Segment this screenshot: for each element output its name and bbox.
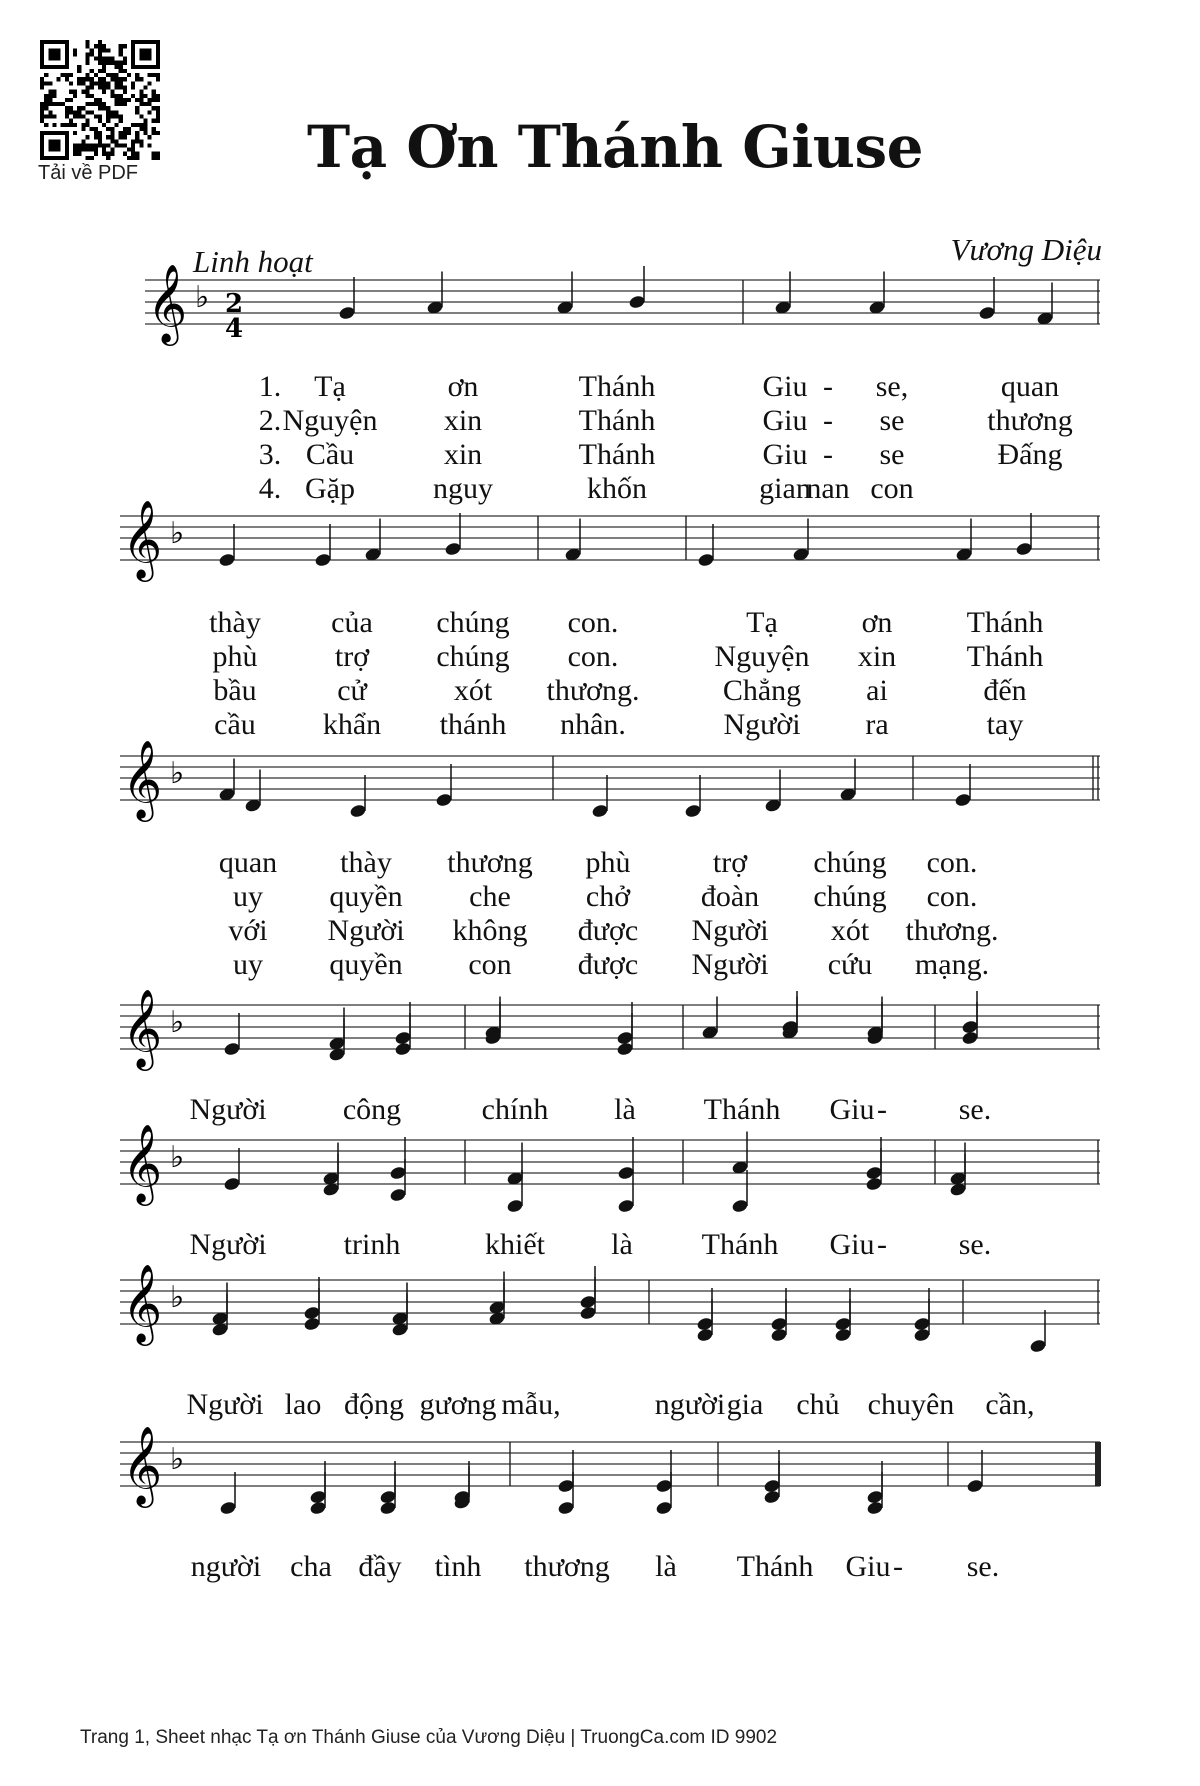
treble-clef-icon: 𝄞	[147, 264, 188, 343]
lyric-syllable: Giu	[845, 1550, 891, 1583]
lyric-syllable: chở	[585, 880, 631, 913]
lyric-syllable: -	[823, 404, 833, 437]
lyric-syllable: thày	[209, 606, 261, 639]
lyric-syllable: trợ	[712, 846, 748, 879]
lyric-syllable: thày	[340, 846, 392, 879]
lyric-syllable: Người	[723, 708, 801, 741]
lyric-syllable: Giu	[829, 1093, 875, 1126]
lyric-syllable: quan	[218, 846, 278, 879]
lyric-syllable: gia	[726, 1388, 764, 1421]
lyric-syllable: là	[655, 1550, 677, 1583]
lyric-syllable: khẩn	[322, 708, 382, 741]
lyric-syllable: ra	[865, 708, 889, 741]
lyric-syllable: được	[577, 914, 639, 947]
lyric-syllable: 3.	[258, 438, 282, 471]
lyric-syllable: Người	[691, 914, 769, 947]
lyric-syllable: thương	[447, 846, 533, 879]
flat-key-signature-icon: ♭	[170, 1140, 185, 1175]
lyric-syllable: xót	[453, 674, 493, 707]
lyric-syllable: Thánh	[736, 1550, 814, 1583]
lyric-syllable: lao	[284, 1388, 322, 1421]
lyric-syllable: Người	[189, 1093, 267, 1126]
lyric-syllable: cử	[337, 674, 367, 707]
lyric-syllable: thương	[987, 404, 1073, 437]
lyric-syllable: -	[823, 370, 833, 403]
lyric-syllable: tay	[986, 708, 1024, 741]
lyric-syllable: Thánh	[966, 606, 1044, 639]
lyric-syllable: Giu	[762, 438, 808, 471]
lyric-syllable: quan	[1000, 370, 1060, 403]
lyric-syllable: Chẳng	[722, 674, 802, 707]
lyric-syllable: Thánh	[578, 438, 656, 471]
lyric-syllable: Người	[691, 948, 769, 981]
lyric-syllable: đầy	[358, 1550, 402, 1583]
lyric-syllable: se.	[966, 1550, 1000, 1583]
lyric-syllable: chính	[481, 1093, 549, 1126]
lyric-syllable: Cầu	[305, 438, 355, 471]
time-signature-bottom: 4	[225, 314, 244, 344]
lyric-syllable: con	[870, 472, 914, 505]
lyric-syllable: 4.	[258, 472, 282, 505]
lyric-syllable: Giu	[762, 404, 808, 437]
lyric-syllable: nguy	[433, 472, 493, 505]
lyric-syllable: mẫu,	[501, 1388, 561, 1421]
lyric-syllable: thương.	[905, 914, 999, 947]
lyric-syllable: là	[611, 1228, 633, 1261]
lyric-syllable: công	[342, 1093, 402, 1126]
flat-key-signature-icon: ♭	[170, 1442, 185, 1477]
lyric-syllable: tình	[434, 1550, 482, 1583]
lyric-syllable: bầu	[213, 674, 257, 707]
lyric-syllable: Thánh	[966, 640, 1044, 673]
lyric-syllable: chúng	[813, 846, 887, 879]
lyric-syllable: con.	[926, 880, 978, 913]
lyric-syllable: se	[879, 404, 905, 437]
lyric-syllable: trợ	[334, 640, 370, 673]
lyric-syllable: cầu	[214, 708, 256, 741]
treble-clef-icon: 𝄞	[122, 740, 163, 819]
lyric-syllable: động	[344, 1388, 404, 1421]
lyric-syllable: 1.	[258, 370, 282, 403]
lyric-syllable: quyền	[329, 880, 403, 913]
lyric-syllable: uy	[233, 948, 263, 981]
lyric-syllable: xin	[443, 438, 483, 471]
flat-key-signature-icon: ♭	[170, 1280, 185, 1315]
treble-clef-icon: 𝄞	[122, 1426, 163, 1505]
treble-clefs	[122, 264, 209, 1508]
lyric-syllable: Gặp	[305, 472, 355, 505]
tempo-marking: Linh hoạt	[193, 244, 313, 279]
lyric-syllable: Nguyện	[282, 404, 378, 437]
lyric-syllable: che	[469, 880, 511, 913]
lyric-syllable: của	[331, 606, 373, 639]
lyric-syllable: phù	[212, 640, 258, 673]
lyric-syllable: cần,	[985, 1388, 1035, 1421]
lyric-syllable: -	[877, 1093, 887, 1126]
flat-key-signature-icon: ♭	[170, 1005, 185, 1040]
lyric-syllable: xin	[857, 640, 897, 673]
lyric-syllable: thương	[524, 1550, 610, 1583]
lyric-syllable: -	[823, 438, 833, 471]
lyric-syllable: Thánh	[701, 1228, 779, 1261]
lyric-syllable: Giu	[762, 370, 808, 403]
flat-key-signature-icon: ♭	[195, 280, 210, 315]
lyric-syllable: -	[877, 1228, 887, 1261]
lyric-syllable: se.	[958, 1228, 992, 1261]
lyric-syllable: Thánh	[578, 370, 656, 403]
lyric-syllable: xin	[443, 404, 483, 437]
lyric-syllable: Đấng	[997, 438, 1063, 471]
lyric-syllable: cứu	[827, 948, 873, 981]
lyric-syllable: Người	[327, 914, 405, 947]
lyric-syllable: chủ	[796, 1388, 840, 1421]
lyric-syllable: con.	[567, 606, 619, 639]
lyric-syllable: se.	[958, 1093, 992, 1126]
lyric-syllable: Thánh	[578, 404, 656, 437]
lyric-syllable: ơn	[447, 370, 479, 403]
lyric-syllable: con	[468, 948, 512, 981]
lyric-syllable: khiết	[485, 1228, 545, 1261]
treble-clef-icon: 𝄞	[122, 989, 163, 1068]
lyric-syllable: gương	[419, 1388, 497, 1421]
lyric-syllable: Tạ	[314, 370, 346, 403]
lyric-syllable: quyền	[329, 948, 403, 981]
lyric-syllable: Người	[189, 1228, 267, 1261]
lyric-syllable: nan	[806, 472, 850, 505]
lyric-syllable: chúng	[436, 606, 510, 639]
treble-clef-icon: 𝄞	[122, 1264, 163, 1343]
lyric-syllable: Giu	[829, 1228, 875, 1261]
flat-key-signature-icon: ♭	[170, 516, 185, 551]
lyric-syllable: Nguyện	[714, 640, 810, 673]
lyric-syllable: Người	[186, 1388, 264, 1421]
lyric-syllable: được	[577, 948, 639, 981]
treble-clef-icon: 𝄞	[122, 500, 163, 579]
lyric-syllable: uy	[233, 880, 263, 913]
lyric-syllable: nhân.	[560, 708, 626, 741]
lyric-syllable: đến	[983, 674, 1027, 707]
lyric-syllable: người	[654, 1388, 726, 1421]
lyric-syllable: phù	[585, 846, 631, 879]
song-title: Tạ Ơn Thánh Giuse	[306, 113, 924, 181]
lyric-syllable: đoàn	[700, 880, 760, 913]
lyric-syllable: gian	[759, 472, 811, 505]
lyric-syllable: không	[452, 914, 528, 947]
lyric-syllable: khốn	[587, 472, 647, 505]
lyric-syllable: người	[190, 1550, 262, 1583]
lyric-syllable: chuyên	[867, 1388, 955, 1421]
lyric-syllable: thánh	[439, 708, 507, 741]
lyric-syllable: chúng	[813, 880, 887, 913]
lyric-syllable: con.	[567, 640, 619, 673]
flat-key-signature-icon: ♭	[170, 756, 185, 791]
lyric-syllable: thương.	[546, 674, 640, 707]
lyric-syllable: với	[228, 914, 268, 947]
lyric-syllable: mạng.	[914, 948, 990, 981]
lyric-syllable: 2.	[258, 404, 282, 437]
lyric-syllable: con.	[926, 846, 978, 879]
lyric-syllable: chúng	[436, 640, 510, 673]
lyric-syllable: -	[893, 1550, 903, 1583]
lyric-syllable: Tạ	[746, 606, 778, 639]
lyric-syllable: trinh	[343, 1228, 401, 1261]
time-signature-top: 2	[225, 289, 244, 319]
lyric-syllable: se	[879, 438, 905, 471]
lyric-syllable: cha	[290, 1550, 332, 1583]
lyric-syllable: xót	[830, 914, 870, 947]
treble-clef-icon: 𝄞	[122, 1124, 163, 1203]
lyric-syllable: ơn	[861, 606, 893, 639]
download-pdf-label[interactable]: Tải về PDF	[38, 162, 139, 184]
footer-source: Trang 1, Sheet nhạc Tạ ơn Thánh Giuse của Vương Diệu | TruongCa.com ID 9902	[80, 1727, 778, 1748]
lyric-syllable: là	[614, 1093, 636, 1126]
composer-name: Vương Diệu	[950, 232, 1102, 267]
lyric-syllable: ai	[866, 674, 888, 707]
lyric-syllable: se,	[875, 370, 909, 403]
lyric-syllable: Thánh	[703, 1093, 781, 1126]
